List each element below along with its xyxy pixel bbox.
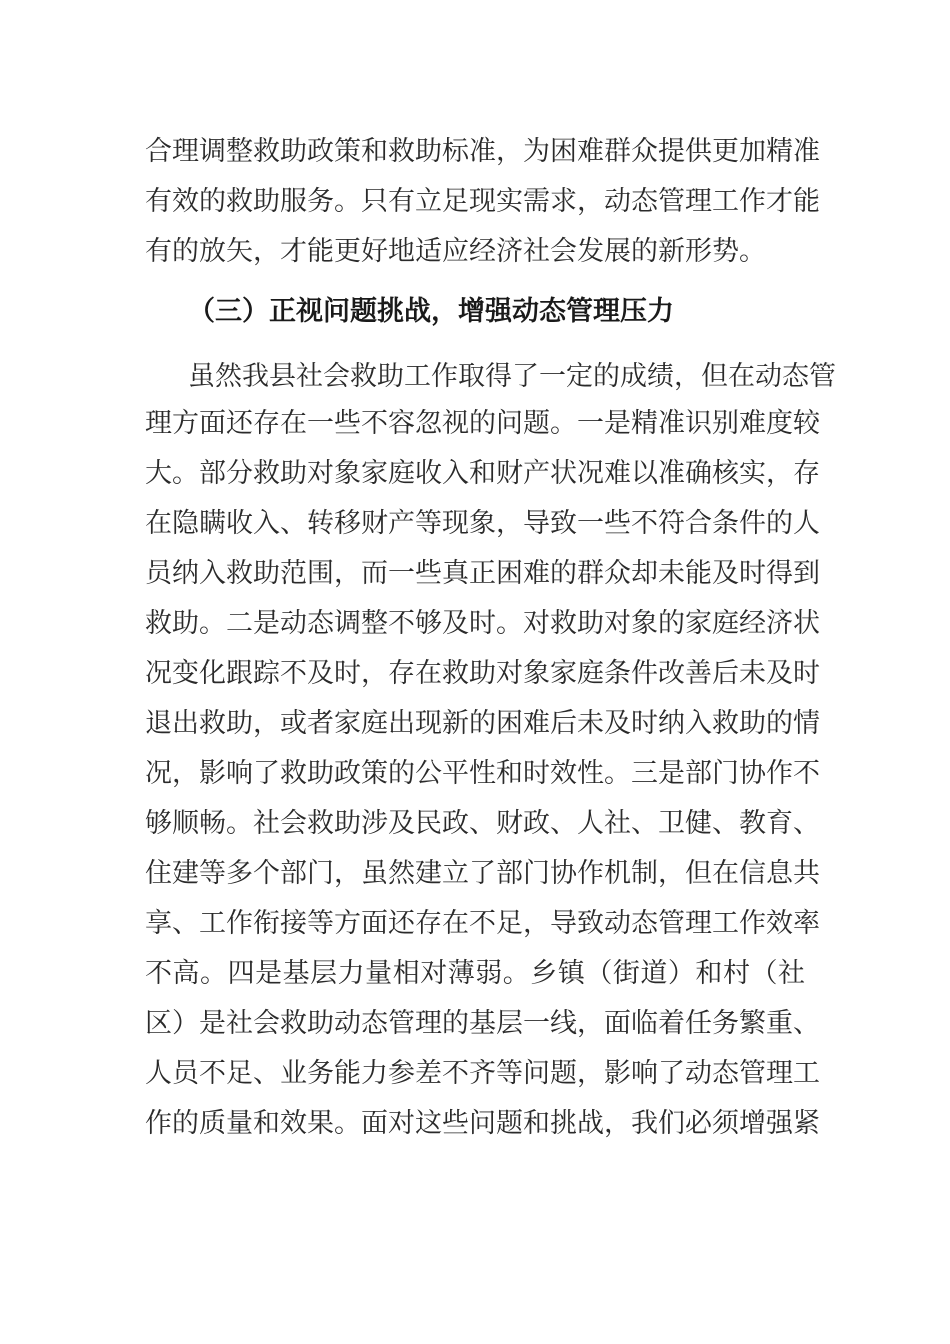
- paragraph-2-line-4: 在隐瞒收入、转移财产等现象，导致一些不符合条件的人: [145, 508, 820, 539]
- paragraph-2-line-13: 不高。四是基层力量相对薄弱。乡镇（街道）和村（社: [145, 958, 805, 989]
- section-heading: （三）正视问题挑战，增强动态管理压力: [188, 296, 674, 327]
- paragraph-2-line-1: 虽然我县社会救助工作取得了一定的成绩，但在动态管: [188, 361, 836, 392]
- paragraph-2-line-10: 够顺畅。社会救助涉及民政、财政、人社、卫健、教育、: [145, 808, 820, 839]
- paragraph-2-line-16: 作的质量和效果。面对这些问题和挑战，我们必须增强紧: [145, 1108, 820, 1139]
- paragraph-2-line-12: 享、工作衔接等方面还存在不足，导致动态管理工作效率: [145, 908, 820, 939]
- paragraph-2-line-5: 员纳入救助范围，而一些真正困难的群众却未能及时得到: [145, 558, 820, 589]
- paragraph-2-line-8: 退出救助，或者家庭出现新的困难后未及时纳入救助的情: [145, 708, 820, 739]
- paragraph-2-line-6: 救助。二是动态调整不够及时。对救助对象的家庭经济状: [145, 608, 820, 639]
- paragraph-2-line-15: 人员不足、业务能力参差不齐等问题，影响了动态管理工: [145, 1058, 820, 1089]
- paragraph-2-line-9: 况，影响了救助政策的公平性和时效性。三是部门协作不: [145, 758, 820, 789]
- paragraph-1-line-3: 有的放矢，才能更好地适应经济社会发展的新形势。: [145, 236, 766, 267]
- paragraph-2-line-3: 大。部分救助对象家庭收入和财产状况难以准确核实，存: [145, 458, 820, 489]
- paragraph-2-line-14: 区）是社会救助动态管理的基层一线，面临着任务繁重、: [145, 1008, 820, 1039]
- paragraph-1-line-1: 合理调整救助政策和救助标准，为困难群众提供更加精准: [145, 136, 820, 167]
- paragraph-1-line-2: 有效的救助服务。只有立足现实需求，动态管理工作才能: [145, 186, 820, 217]
- paragraph-2-line-2: 理方面还存在一些不容忽视的问题。一是精准识别难度较: [145, 408, 820, 439]
- paragraph-2-line-7: 况变化跟踪不及时，存在救助对象家庭条件改善后未及时: [145, 658, 820, 689]
- paragraph-2-line-11: 住建等多个部门，虽然建立了部门协作机制，但在信息共: [145, 858, 820, 889]
